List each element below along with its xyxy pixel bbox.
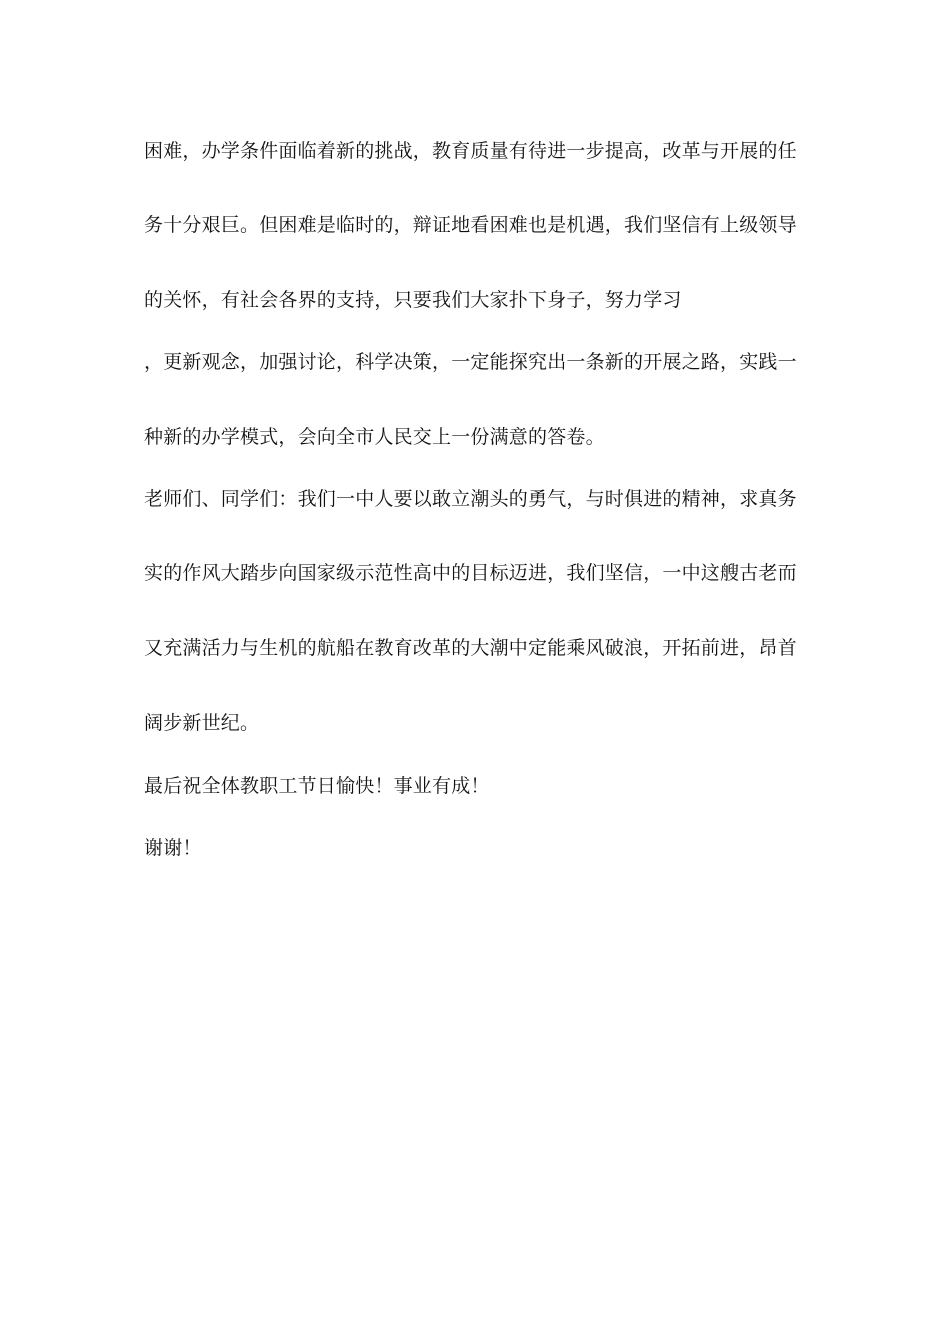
text-line: 的关怀，有社会各界的支持，只要我们大家扑下身子，努力学习 [144, 289, 682, 311]
text-line: 实的作风大踏步向国家级示范性高中的目标迈进，我们坚信，一中这艘古老而 [144, 562, 797, 584]
text-line: 又充满活力与生机的航船在教育改革的大潮中定能乘风破浪，开拓前进，昂首 [144, 637, 797, 659]
text-line: 务十分艰巨。但困难是临时的，辩证地看困难也是机遇，我们坚信有上级领导 [144, 214, 797, 236]
closing-thanks: 谢谢！ [144, 837, 202, 859]
text-line: 困难，办学条件面临着新的挑战，教育质量有待进一步提高，改革与开展的任 [144, 140, 797, 162]
closing-wish: 最后祝全体教职工节日愉快！事业有成！ [144, 775, 490, 797]
text-line: 种新的办学模式，会向全市人民交上一份满意的答卷。 [144, 426, 605, 448]
text-line: 老师们、同学们：我们一中人要以敢立潮头的勇气，与时俱进的精神，求真务 [144, 488, 797, 510]
text-line: 阔步新世纪。 [144, 712, 260, 734]
text-line: ，更新观念，加强讨论，科学决策，一定能探究出一条新的开展之路，实践一 [144, 351, 797, 373]
